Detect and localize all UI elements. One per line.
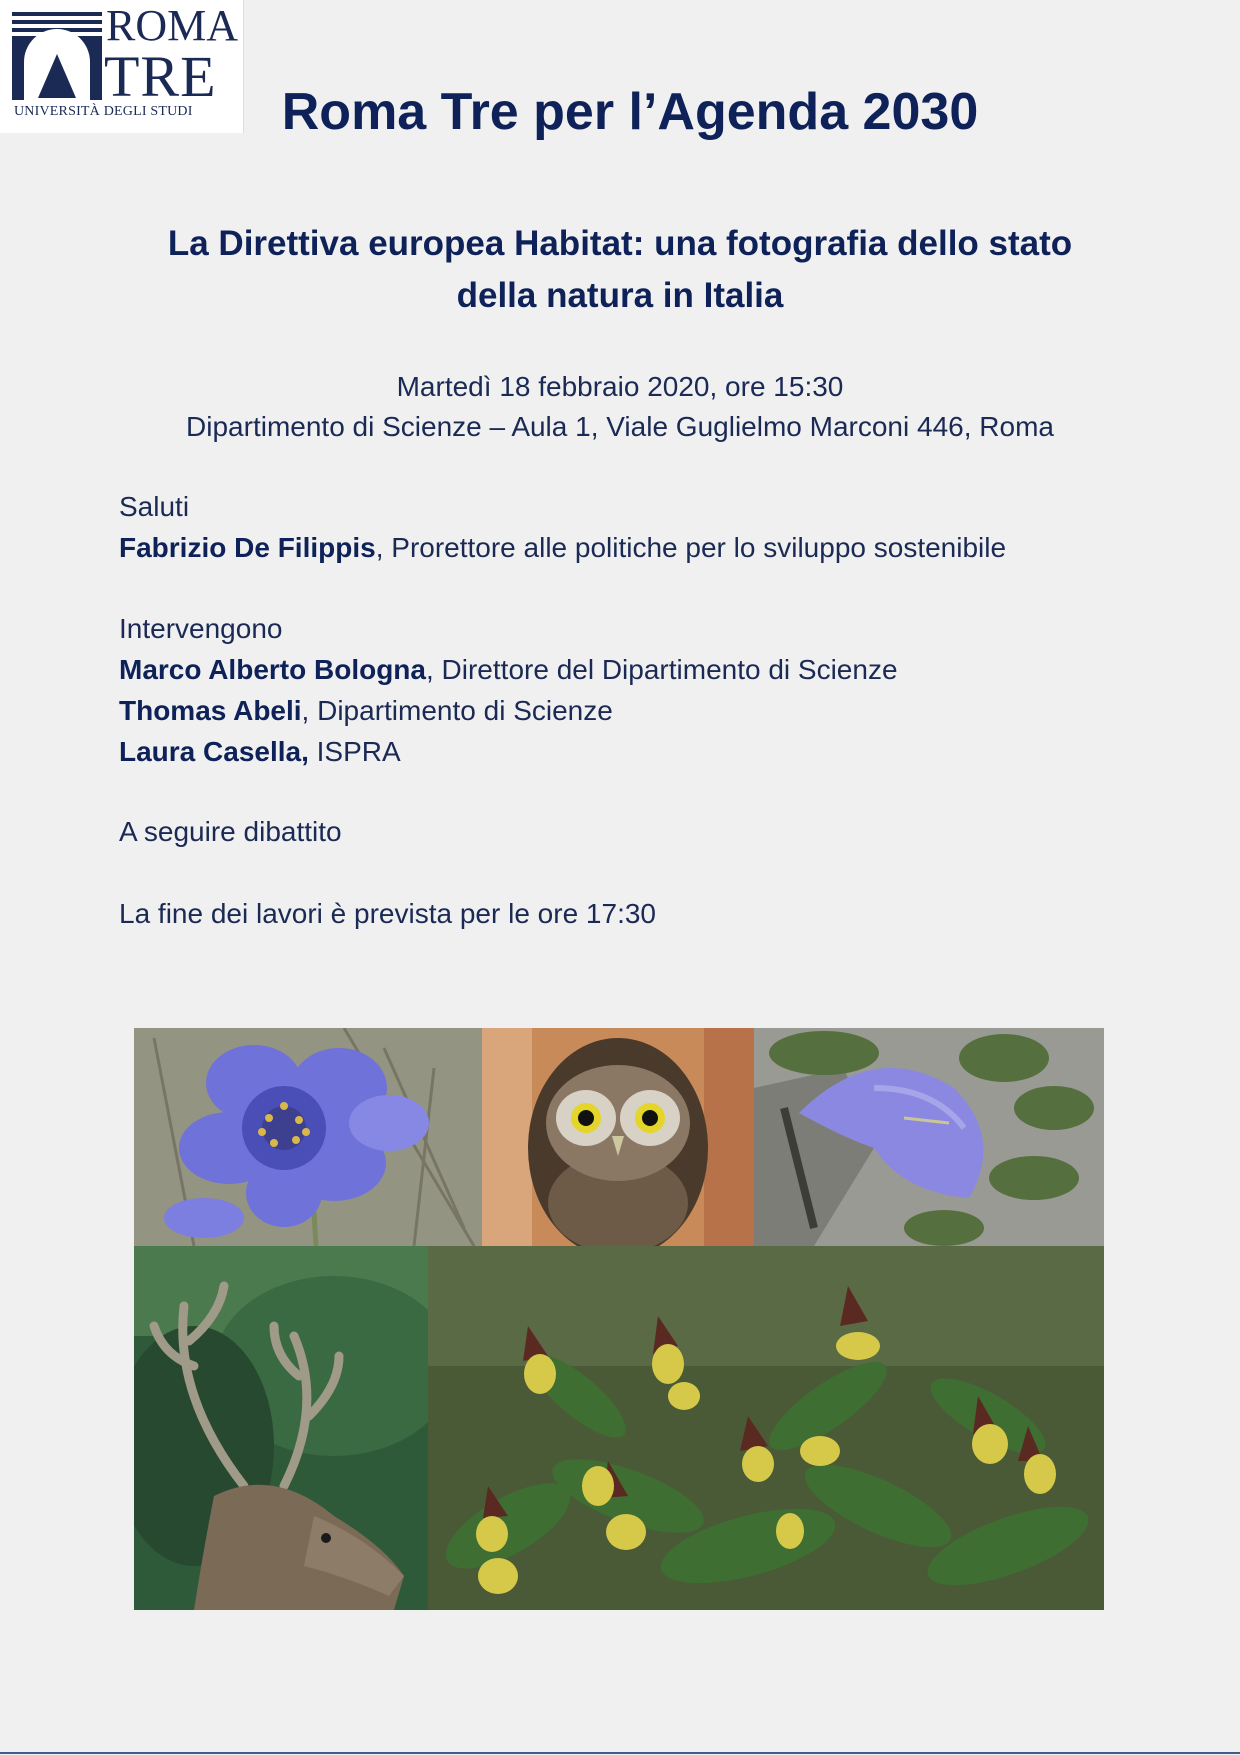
bellflower-image — [754, 1028, 1104, 1246]
owl-image — [482, 1028, 754, 1246]
followup-text: A seguire dibattito — [119, 816, 342, 847]
speaker-name: Fabrizio De Filippis — [119, 532, 376, 563]
greetings-speaker — [119, 532, 1006, 564]
university-logo — [0, 0, 244, 133]
red-deer-image — [134, 1246, 428, 1610]
speaker-role: ISPRA — [308, 736, 401, 767]
closing-text: La fine dei lavori è prevista per le ore 17:30 — [119, 898, 656, 929]
talks-heading: Intervengono — [119, 613, 283, 644]
logo-caption: UNIVERSITÀ DEGLI STUDI — [14, 104, 193, 119]
subtitle-line-1: La Direttiva europea Habitat: una fotografia dello stato — [167, 224, 1073, 263]
nature-photo-collage — [134, 1028, 1104, 1610]
event-venue: Dipartimento di Scienze – Aula 1, Viale Guglielmo Marconi 446, Roma — [186, 411, 1054, 442]
event-subtitle — [110, 218, 1130, 322]
talk-speaker — [119, 654, 898, 686]
lady-slipper-orchids-image — [428, 1246, 1104, 1610]
roma-tre-emblem-icon — [12, 10, 102, 100]
speaker-role: , Prorettore alle politiche per lo sviluppo sostenibile — [375, 532, 1007, 563]
greetings-heading: Saluti — [119, 491, 190, 522]
logo-word-tre: TRE — [104, 44, 217, 109]
speaker-name: Thomas Abeli — [119, 695, 302, 726]
speaker-role: , Dipartimento di Scienze — [301, 695, 613, 726]
footer-rule — [0, 1752, 1240, 1754]
subtitle-line-2: della natura in Italia — [456, 276, 784, 315]
speaker-name: Laura Casella, — [119, 736, 309, 767]
talk-speaker — [119, 695, 613, 727]
speaker-role: , Direttore del Dipartimento di Scienze — [425, 654, 898, 685]
logo-word-roma: ROMA — [106, 1, 239, 50]
talk-speaker — [119, 736, 401, 768]
page-title: Roma Tre per l’Agenda 2030 — [281, 83, 979, 141]
event-date: Martedì 18 febbraio 2020, ore 15:30 — [396, 371, 844, 402]
speaker-name: Marco Alberto Bologna — [119, 654, 426, 685]
columbine-flower-image — [134, 1028, 482, 1246]
